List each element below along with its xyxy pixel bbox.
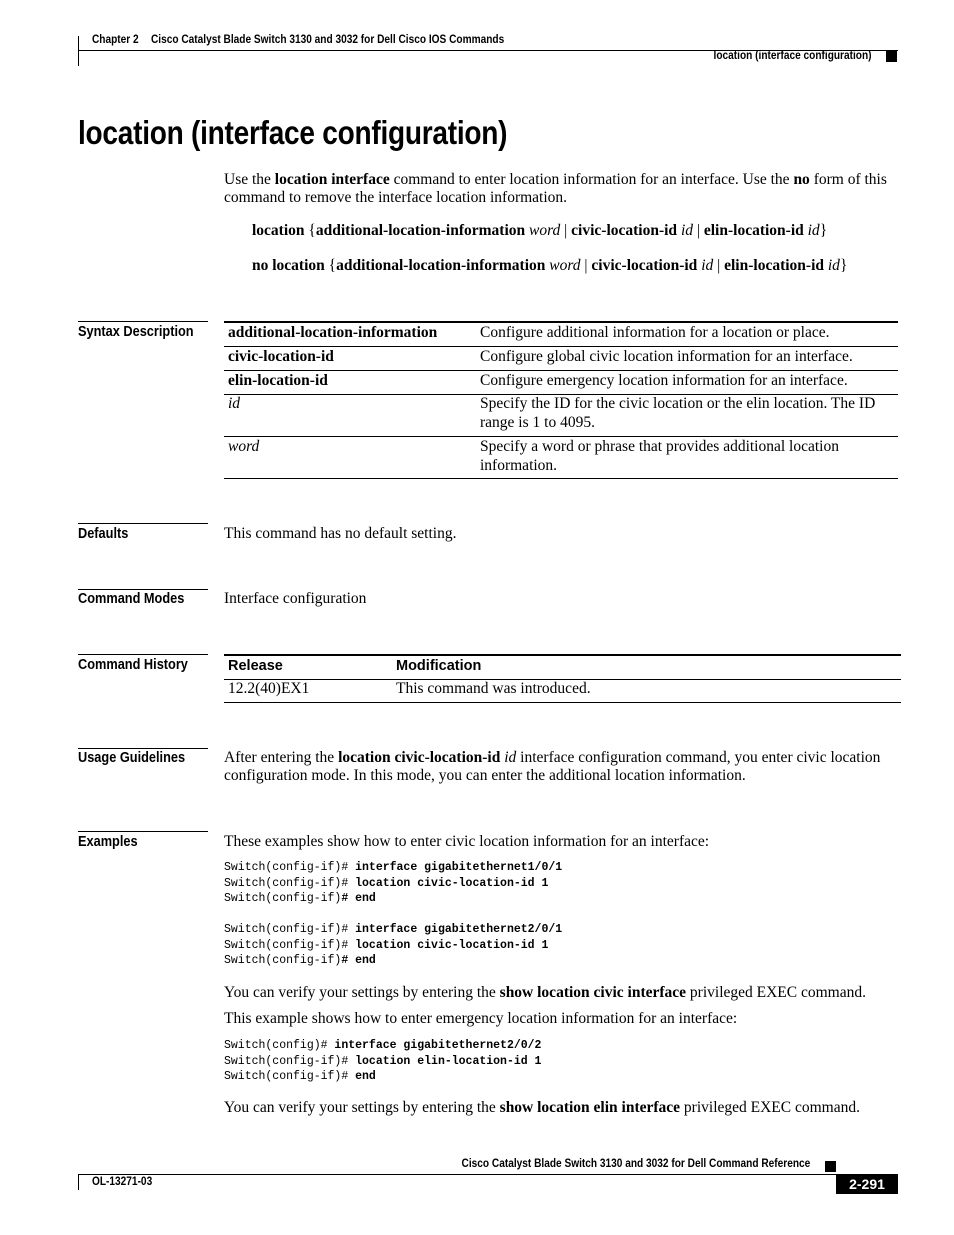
code-prompt: Switch(config-if)# — [224, 876, 356, 890]
section-rule — [78, 654, 208, 655]
footer-book-title: Cisco Catalyst Blade Switch 3130 and 3032 for Dell Command Reference — [461, 1158, 810, 1170]
code-line — [224, 953, 562, 969]
code-prompt: Switch(config-if)# — [224, 1054, 356, 1068]
intro-text-3: form of this command to remove the interface location information. — [224, 171, 887, 206]
code-command: location civic-location-id 1 — [355, 876, 549, 890]
verify-paragraph-2 — [224, 1099, 900, 1117]
brace-close: } — [819, 222, 828, 239]
syntax-line-2 — [252, 257, 847, 275]
syntax-option: elin-location-id — [703, 222, 804, 239]
syntax-option: additional-location-information — [315, 222, 526, 239]
code-prompt: Switch(config-if)# — [224, 861, 356, 874]
syntax-desc: Specify the ID for the civic location or the elin location. The ID range is 1 to 4095. — [480, 395, 876, 431]
header-left-bar — [78, 36, 79, 66]
section-rule — [78, 523, 208, 524]
history-bottom-rule — [224, 702, 901, 703]
history-top-rule — [224, 654, 901, 656]
verify-text: privileged EXEC command. — [686, 984, 866, 1001]
footer-marker — [825, 1161, 836, 1172]
code-line — [224, 1038, 541, 1054]
syntax-term: id — [228, 395, 241, 412]
history-modification: This command was introduced. — [396, 680, 591, 697]
header-marker — [886, 51, 897, 62]
section-heading-command-modes: Command Modes — [78, 591, 185, 607]
usage-text-2: interface configuration command, you enter civic location configuration mode. In this mode, you can enter the additional location information. — [224, 749, 881, 784]
syntax-arg: word — [545, 257, 581, 274]
verify-paragraph-1 — [224, 984, 900, 1002]
intro-paragraph — [224, 171, 900, 207]
code-line — [224, 1054, 541, 1070]
header-chapter — [92, 34, 504, 46]
code-prompt: Switch(config-if) — [224, 892, 342, 905]
history-col-release: Release — [228, 658, 283, 674]
section-heading-syntax-description: Syntax Description — [78, 324, 194, 340]
header-book-title: Cisco Catalyst Blade Switch 3130 and 3032 for Dell Cisco IOS Commands — [151, 34, 505, 46]
section-heading-examples: Examples — [78, 834, 138, 850]
syntax-option: civic-location-id — [591, 257, 698, 274]
history-col-modification: Modification — [396, 658, 482, 674]
brace-open: { — [304, 222, 316, 239]
brace-close: } — [839, 257, 848, 274]
usage-text-1: After entering the — [224, 749, 339, 766]
code-line — [224, 938, 562, 954]
page-number: 2-291 — [836, 1175, 898, 1194]
code-command: # end — [341, 892, 376, 905]
syntax-desc: Configure global civic location information for an interface. — [480, 348, 853, 365]
table-bottom-rule — [224, 478, 898, 479]
syntax-arg: id — [824, 257, 840, 274]
code-prompt: Switch(config)# — [224, 1039, 335, 1052]
syntax-separator: | — [713, 257, 725, 274]
code-block-1 — [224, 860, 562, 907]
syntax-term: word — [228, 438, 260, 455]
footer-doc-number: OL-13271-03 — [92, 1176, 153, 1188]
intro-text-2: command to enter location information for an interface. Use the — [389, 171, 794, 188]
header-topic: location (interface configuration) — [713, 50, 872, 62]
intro-text-1: Use the — [224, 171, 275, 188]
chapter-label: Chapter 2 — [92, 34, 139, 46]
code-block-2 — [224, 922, 562, 969]
code-line — [224, 891, 562, 907]
footer-rule — [78, 1174, 898, 1175]
section-rule — [78, 321, 208, 322]
command-modes-text: Interface configuration — [224, 590, 367, 607]
verify-text: You can verify your settings by entering the — [224, 984, 500, 1001]
examples-intro-2: This example shows how to enter emergency location information for an interface: — [224, 1010, 738, 1027]
code-block-3 — [224, 1038, 541, 1085]
section-rule — [78, 589, 208, 590]
intro-bold-1: location interface — [274, 171, 390, 188]
section-heading-defaults: Defaults — [78, 526, 129, 542]
code-prompt: Switch(config-if)# — [224, 938, 356, 952]
usage-paragraph — [224, 749, 900, 785]
syntax-keyword: location — [252, 222, 305, 239]
verify-command: show location civic interface — [499, 984, 687, 1001]
code-prompt: Switch(config-if) — [224, 954, 342, 967]
code-command: # end — [341, 954, 376, 967]
syntax-arg: id — [697, 257, 714, 274]
section-rule — [78, 831, 208, 832]
verify-text: privileged EXEC command. — [680, 1099, 860, 1116]
section-rule — [78, 748, 208, 749]
brace-open: { — [324, 257, 337, 274]
code-prompt: Switch(config-if)# — [224, 1070, 356, 1083]
syntax-desc: Configure additional information for a location or place. — [480, 324, 830, 341]
syntax-separator: | — [560, 222, 572, 239]
syntax-option: elin-location-id — [724, 257, 824, 274]
syntax-term: civic-location-id — [228, 348, 334, 365]
syntax-desc: Specify a word or phrase that provides additional location information. — [480, 438, 839, 474]
defaults-text: This command has no default setting. — [224, 525, 457, 542]
syntax-arg: word — [525, 222, 561, 239]
section-heading-usage-guidelines: Usage Guidelines — [78, 750, 186, 766]
code-command: interface gigabitethernet2/0/1 — [355, 923, 563, 936]
code-command: interface gigabitethernet2/0/2 — [334, 1039, 542, 1052]
verify-command: show location elin interface — [499, 1099, 681, 1116]
syntax-option: additional-location-information — [336, 257, 546, 274]
usage-italic: id — [500, 749, 517, 766]
intro-bold-2: no — [793, 171, 810, 188]
usage-bold: location civic-location-id — [338, 749, 501, 766]
code-prompt: Switch(config-if)# — [224, 923, 356, 936]
syntax-separator: | — [580, 257, 592, 274]
section-heading-command-history: Command History — [78, 657, 188, 673]
syntax-term: elin-location-id — [228, 372, 328, 389]
syntax-arg: id — [677, 222, 693, 239]
code-command: interface gigabitethernet1/0/1 — [355, 861, 563, 874]
examples-intro: These examples show how to enter civic location information for an interface: — [224, 833, 710, 850]
code-line — [224, 922, 562, 938]
syntax-term: additional-location-information — [228, 324, 438, 341]
code-command: location civic-location-id 1 — [355, 938, 549, 952]
footer-left-bar — [78, 1174, 79, 1190]
syntax-keyword: no location — [252, 257, 325, 274]
syntax-desc: Configure emergency location information for an interface. — [480, 372, 848, 389]
history-release: 12.2(40)EX1 — [228, 680, 310, 697]
code-command: end — [355, 1070, 376, 1083]
verify-text: You can verify your settings by entering the — [224, 1099, 500, 1116]
syntax-separator: | — [693, 222, 704, 239]
code-line — [224, 860, 562, 876]
syntax-line-1 — [252, 222, 827, 240]
page-title: location (interface configuration) — [78, 114, 508, 151]
code-line — [224, 876, 562, 892]
code-line — [224, 1069, 541, 1085]
syntax-arg: id — [803, 222, 820, 239]
code-command: location elin-location-id 1 — [355, 1054, 542, 1068]
syntax-option: civic-location-id — [571, 222, 678, 239]
